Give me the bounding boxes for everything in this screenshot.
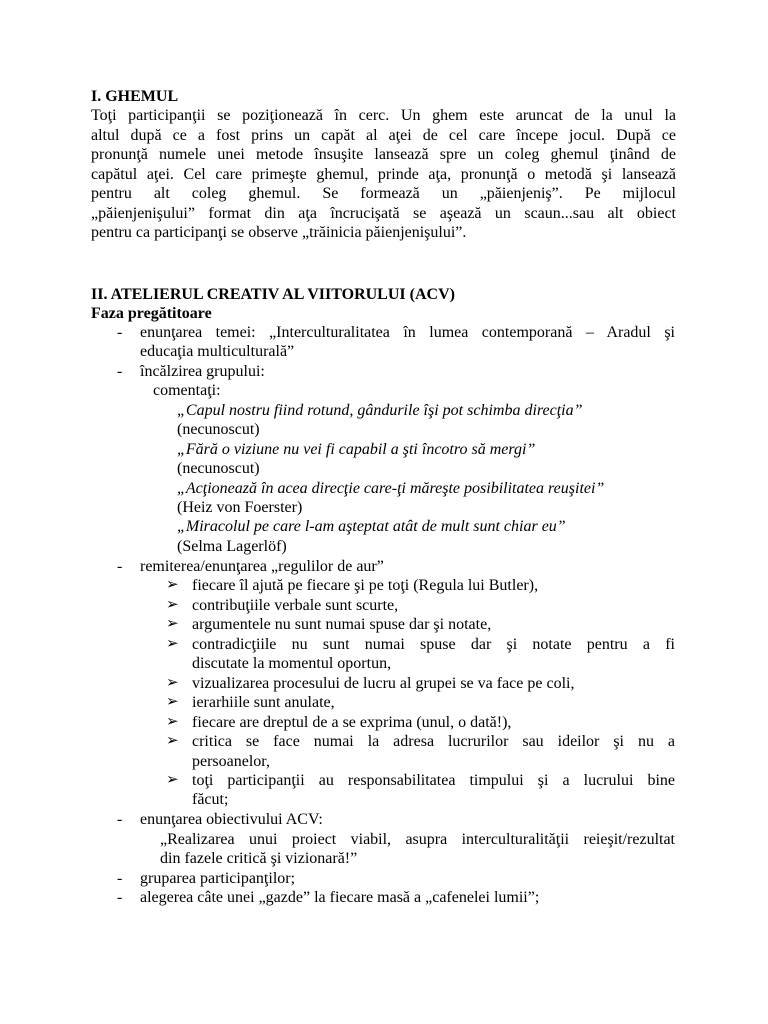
list-item: încălzirea grupului: — [140, 363, 265, 380]
rule-item: vizualizarea procesului de lucru al grupei se va face pe coli, — [192, 675, 575, 692]
quote-author: (Heiz von Foerster) — [177, 499, 303, 516]
quote-text: „Fără o viziune nu vei fi capabil a şti încotro să mergi” — [177, 441, 536, 458]
objective-text: „Realizarea unui proiect viabil, asupra interculturalităţii reieşit/rezultat — [160, 831, 675, 848]
quote-author: (necunoscut) — [177, 421, 260, 438]
paragraph-line: pronunţă numele unei metode însuşite lansează spre un coleg ghemul ţinând de — [91, 146, 676, 163]
list-item: enunţarea temei: „Interculturalitatea în lumea contemporană – Aradul şi — [140, 324, 675, 341]
rule-item: fiecare îl ajută pe fiecare şi pe toţi (Regula lui Butler), — [192, 577, 539, 594]
dash-bullet: - — [117, 889, 123, 906]
paragraph-line: Toţi participanţii se poziţionează în cerc. Un ghem este aruncat de la unul la — [91, 107, 676, 124]
rule-item: fiecare are dreptul de a se exprima (unul, o dată!), — [192, 714, 512, 731]
list-item: gruparea participanţilor; — [140, 870, 296, 887]
dash-bullet: - — [117, 870, 123, 887]
rule-item-cont: discutate la momentul oportun, — [192, 655, 392, 672]
paragraph-line: pentru alt coleg ghemul. Se formează un „păienjeniş”. Pe mijlocul — [91, 185, 676, 202]
dash-bullet: - — [117, 324, 123, 341]
arrow-bullet-icon: ➢ — [166, 675, 179, 691]
arrow-bullet-icon: ➢ — [166, 714, 179, 730]
paragraph-line: „păienjenişului” format din aţa încrucişată se aşează un scaun...sau alt obiect — [91, 205, 676, 222]
dash-bullet: - — [117, 363, 123, 380]
quote-author: (necunoscut) — [177, 460, 260, 477]
rule-item-cont: făcut; — [192, 791, 229, 808]
rule-item: argumentele nu sunt numai spuse dar şi notate, — [192, 616, 492, 633]
arrow-bullet-icon: ➢ — [166, 577, 179, 593]
list-item: enunţarea obiectivului ACV: — [140, 811, 323, 828]
section-1-heading: I. GHEMUL — [91, 88, 179, 105]
rule-item-cont: persoanelor, — [192, 753, 270, 770]
quote-author: (Selma Lagerlöf) — [177, 538, 287, 555]
list-item: remiterea/enunţarea „regulilor de aur” — [140, 558, 384, 575]
paragraph-line: capătul aţei. Cel care primeşte ghemul, prinde aţa, pronunţă o metodă şi lansează — [91, 166, 676, 183]
rule-item: contradicţiile nu sunt numai spuse dar şi notate pentru a fi — [192, 636, 675, 653]
paragraph-line: altul după ce a fost prins un capăt al aţei de cel care începe jocul. După ce — [91, 127, 676, 144]
rule-item: toţi participanţii au responsabilitatea timpului şi a lucrului bine — [192, 772, 675, 789]
arrow-bullet-icon: ➢ — [166, 597, 179, 613]
quote-text: „Miracolul pe care l-am aşteptat atât de mult sunt chiar eu” — [177, 518, 566, 535]
list-item: alegerea câte unei „gazde” la fiecare masă a „cafenelei lumii”; — [140, 889, 540, 906]
rule-item: ierarhiile sunt anulate, — [192, 694, 335, 711]
paragraph-line: pentru ca participanţi se observe „trăinicia păienjenişului”. — [91, 224, 467, 241]
subheading: Faza pregătitoare — [91, 305, 212, 322]
rule-item: contribuţiile verbale sunt scurte, — [192, 597, 399, 614]
quote-text: „Acţionează în acea direcţie care-ţi măreşte posibilitatea reuşitei” — [177, 480, 605, 497]
list-item-cont: educaţia multiculturală” — [140, 343, 295, 360]
list-subitem: comentaţi: — [153, 382, 221, 399]
arrow-bullet-icon: ➢ — [166, 616, 179, 632]
section-2-heading: II. ATELIERUL CREATIV AL VIITORULUI (ACV) — [91, 286, 455, 303]
arrow-bullet-icon: ➢ — [166, 694, 179, 710]
quote-text: „Capul nostru fiind rotund, gândurile îşi pot schimba direcţia” — [177, 402, 583, 419]
arrow-bullet-icon: ➢ — [166, 733, 179, 749]
rule-item: critica se face numai la adresa lucrurilor sau ideilor şi nu a — [192, 733, 675, 750]
arrow-bullet-icon: ➢ — [166, 772, 179, 788]
dash-bullet: - — [117, 811, 123, 828]
dash-bullet: - — [117, 558, 123, 575]
objective-text-cont: din fazele critică şi vizionară!” — [160, 850, 358, 867]
arrow-bullet-icon: ➢ — [166, 636, 179, 652]
